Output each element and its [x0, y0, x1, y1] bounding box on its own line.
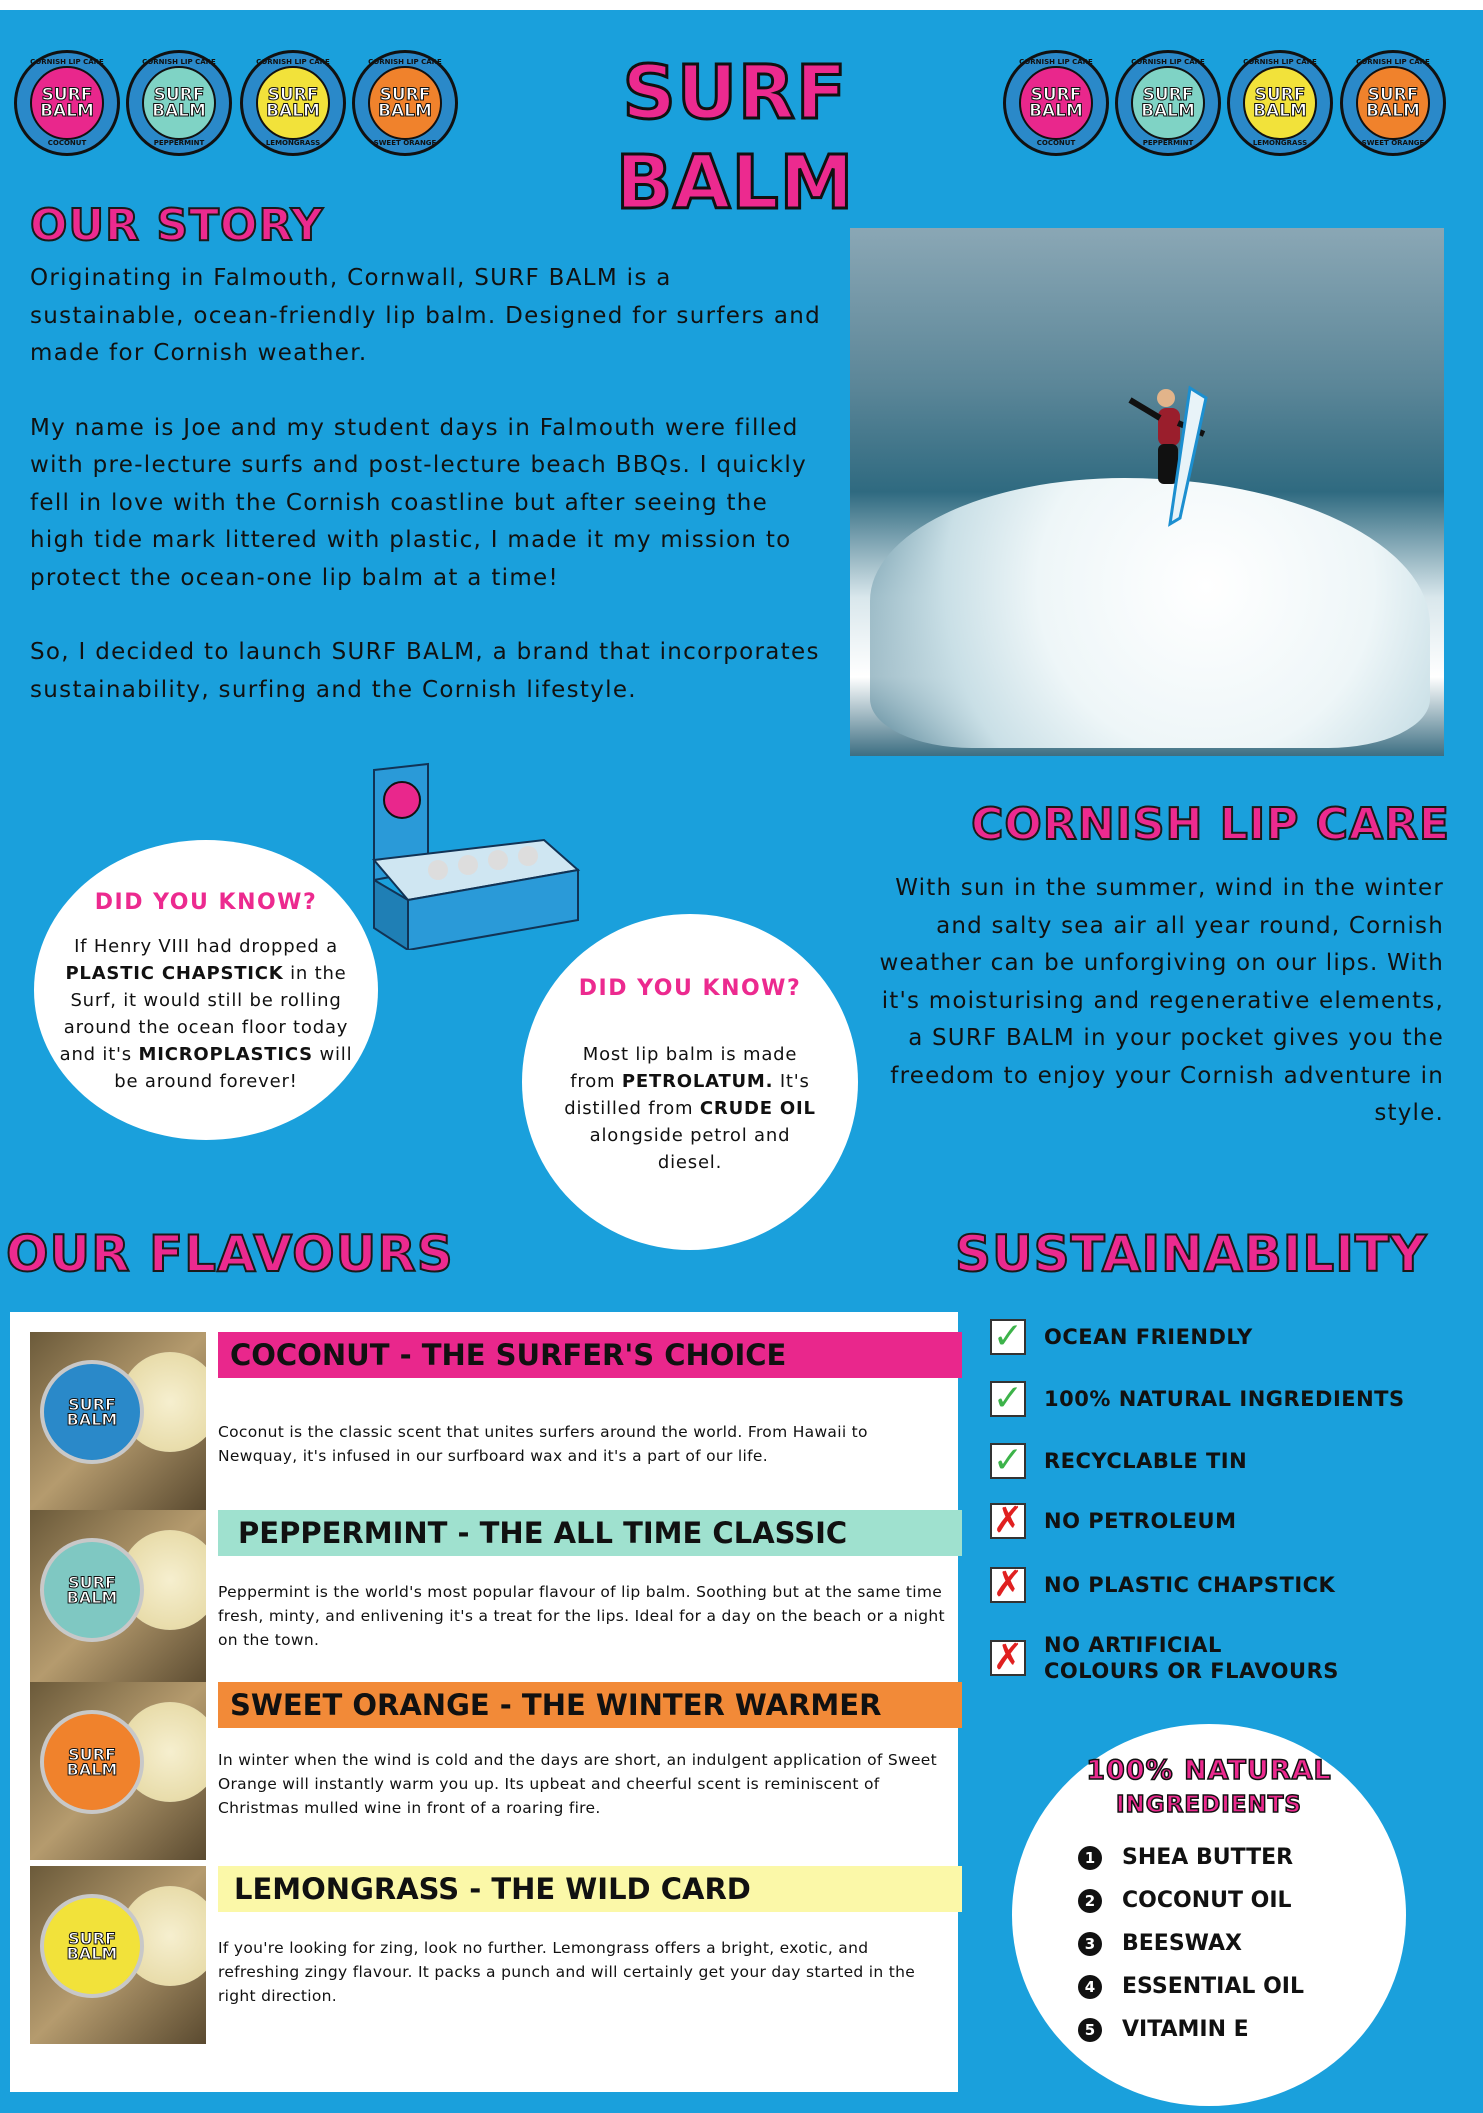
surfer-photo [850, 228, 1444, 756]
ingredient-item [1078, 1922, 1304, 1965]
tin-lid [40, 1710, 144, 1814]
badge-flavour-text: LEMONGRASS [1252, 139, 1308, 147]
our-story-heading: OUR STORY [30, 200, 324, 251]
badge-ring-text: CORNISH LIP CARE [30, 58, 104, 66]
checkbox-icon [990, 1440, 1026, 1481]
ingredient-name: COCONUT OIL [1122, 1888, 1292, 1913]
badge-flavour-text: COCONUT [1036, 139, 1076, 147]
badge-flavour-text: COCONUT [47, 139, 87, 147]
badge-ring-text: CORNISH LIP CARE [256, 58, 330, 66]
badge-logo-surf: SURF [379, 85, 431, 105]
sustainability-label: NO ARTIFICIAL COLOURS OR FLAVOURS [1044, 1633, 1339, 1683]
lemongrass-tin-image [30, 1866, 206, 2044]
tin-lid [40, 1538, 144, 1642]
fact-bold: PLASTIC CHAPSTICK [65, 963, 284, 984]
fact-text: in the Surf, it would still be rolling around the ocean floor today and it's [59, 963, 349, 1065]
sustainability-label: RECYCLABLE TIN [1044, 1449, 1248, 1473]
fact-text: It's distilled from [564, 1071, 810, 1119]
badge-coconut-left [14, 50, 120, 156]
badge-logo-surf: SURF [1367, 85, 1419, 105]
badge-orange-right [1340, 50, 1446, 156]
badge-logo-surf: SURF [1254, 85, 1306, 105]
badge-logo [142, 66, 216, 140]
check-icon: ✓ [992, 1440, 1024, 1481]
badge-logo [1243, 66, 1317, 140]
fact-bold: MICROPLASTICS [138, 1044, 313, 1065]
badge-logo [1356, 66, 1430, 140]
fact-bold: PETROLATUM. [621, 1071, 774, 1092]
ingredient-name: BEESWAX [1122, 1931, 1242, 1956]
surfer-figure [1120, 378, 1210, 528]
peppermint-tin-image [30, 1510, 206, 1688]
tin-logo-surf: SURF [68, 1929, 116, 1948]
natural-ingredients-title [1012, 1754, 1406, 1822]
tin-logo [67, 1397, 118, 1427]
badge-logo-balm: BALM [1366, 101, 1420, 121]
flavours-panel [10, 1312, 958, 2092]
cornish-lip-care-text: With sun in the summer, wind in the winter and salty sea air all year round, Cornish weather can be unforgiving on our lips. With it's moisturising and regenerative elements, a SURF BALM in your pocket gives you the freedom to enjoy your Cornish adventure in style. [879, 875, 1444, 1126]
tin-logo-balm: BALM [66, 1944, 118, 1963]
sustainability-item [990, 1630, 1460, 1686]
flavour-description: If you're looking for zing, look no further. Lemongrass offers a bright, exotic, and refreshing zingy flavour. It packs a punch and will certainly get your day started in the right direction. [218, 1939, 916, 2005]
badge-logo [368, 66, 442, 140]
badge-logo-balm: BALM [152, 101, 206, 121]
sustainability-label: 100% NATURAL INGREDIENTS [1044, 1387, 1405, 1411]
badge-logo [256, 66, 330, 140]
sustainability-label: NO PLASTIC CHAPSTICK [1044, 1573, 1336, 1597]
natural-ingredients-bubble [1012, 1724, 1406, 2106]
tin-logo-balm: BALM [66, 1588, 118, 1607]
checkbox-icon [990, 1378, 1026, 1419]
tin-logo [67, 1575, 118, 1605]
sustainability-item [990, 1376, 1460, 1422]
badge-flavour-text: PEPPERMINT [1142, 139, 1194, 147]
story-text [30, 260, 830, 746]
flavour-row-peppermint [30, 1510, 950, 1688]
ingredient-name: VITAMIN E [1122, 2017, 1249, 2042]
badge-lemongrass-left [240, 50, 346, 156]
badge-logo-balm: BALM [1253, 101, 1307, 121]
page-title: SURF BALM [615, 50, 855, 226]
orange-tin-image [30, 1682, 206, 1860]
ingredient-name: SHEA BUTTER [1122, 1845, 1294, 1870]
sustainability-item [990, 1314, 1460, 1360]
ingredient-name: ESSENTIAL OIL [1122, 1974, 1304, 1999]
flavour-description: Coconut is the classic scent that unites surfers around the world. From Hawaii to Newquay, it's infused in our surfboard wax and it's a part of our life. [218, 1423, 868, 1465]
number-icon: 1 [1078, 1846, 1102, 1870]
badge-logo [1019, 66, 1093, 140]
sustainability-heading: SUSTAINABILITY [955, 1225, 1428, 1283]
did-you-know-text [52, 933, 360, 1095]
did-you-know-title: DID YOU KNOW? [578, 976, 802, 1001]
fact-text: If Henry VIII had dropped a [74, 936, 338, 957]
badge-logo [30, 66, 104, 140]
flavour-heading-bar: LEMONGRASS - THE WILD CARD [218, 1866, 962, 1912]
cross-icon: ✗ [992, 1564, 1024, 1605]
flavour-heading-bar: SWEET ORANGE - THE WINTER WARMER [218, 1682, 962, 1728]
badge-logo [1131, 66, 1205, 140]
number-icon: 5 [1078, 2018, 1102, 2042]
checkbox-icon [990, 1500, 1026, 1541]
checkbox-icon [990, 1637, 1026, 1678]
check-icon: ✓ [992, 1316, 1024, 1357]
badge-flavour-text: SWEET ORANGE [373, 139, 437, 147]
badge-ring-text: CORNISH LIP CARE [1131, 58, 1205, 66]
tin-logo-surf: SURF [68, 1395, 116, 1414]
fact-bold: CRUDE OIL [699, 1098, 816, 1119]
badge-logo-surf: SURF [41, 85, 93, 105]
our-flavours-heading: OUR FLAVOURS [6, 1225, 454, 1283]
sustainability-item [990, 1438, 1460, 1484]
badge-logo-balm: BALM [1029, 101, 1083, 121]
badge-logo-surf: SURF [1142, 85, 1194, 105]
badge-peppermint-left [126, 50, 232, 156]
did-you-know-bubble-1 [34, 840, 378, 1140]
fact-text: will be around forever! [114, 1044, 353, 1092]
ingredient-item [1078, 1836, 1304, 1879]
flavour-description: Peppermint is the world's most popular flavour of lip balm. Soothing but at the same time fresh, minty, and enlivening it's a treat for the lips. Ideal for a day on the beach or a night on the town. [218, 1583, 945, 1649]
checkbox-icon [990, 1316, 1026, 1357]
tin-logo-balm: BALM [66, 1760, 118, 1779]
tin-logo-surf: SURF [68, 1573, 116, 1592]
ingredient-item [1078, 1879, 1304, 1922]
flavour-heading-bar: PEPPERMINT - THE ALL TIME CLASSIC [218, 1510, 962, 1556]
story-paragraph-1: Originating in Falmouth, Cornwall, SURF BALM is a sustainable, ocean-friendly lip balm. Designed for surfers and made for Cornish weather. [30, 265, 821, 366]
story-paragraph-2: My name is Joe and my student days in Falmouth were filled with pre-lecture surfs and post-lecture beach BBQs. I quickly fell in love with the Cornish coastline but after seeing the high tide mark littered with plastic, I made it my mission to protect the ocean-one lip balm at a time! [30, 414, 808, 591]
cross-icon: ✗ [992, 1500, 1024, 1541]
sustainability-item [990, 1498, 1460, 1544]
badge-ring-text: CORNISH LIP CARE [1019, 58, 1093, 66]
cross-icon: ✗ [992, 1637, 1024, 1678]
badge-flavour-text: PEPPERMINT [153, 139, 205, 147]
number-icon: 3 [1078, 1932, 1102, 1956]
tin-logo [67, 1931, 118, 1961]
flavour-description: In winter when the wind is cold and the days are short, an indulgent application of Sweet Orange will instantly warm you up. Its upbeat and cheerful scent is reminiscent of Christmas mulled wine in front of a roaring fire. [218, 1751, 938, 1817]
badge-ring-text: CORNISH LIP CARE [1356, 58, 1430, 66]
check-icon: ✓ [992, 1378, 1024, 1419]
badge-logo-balm: BALM [1141, 101, 1195, 121]
did-you-know-bubble-2 [522, 914, 858, 1250]
sustainability-label: NO PETROLEUM [1044, 1509, 1237, 1533]
badge-logo-surf: SURF [1030, 85, 1082, 105]
cornish-lip-care-heading: CORNISH LIP CARE [971, 799, 1450, 850]
flavour-heading-bar: COCONUT - THE SURFER'S CHOICE [218, 1332, 962, 1378]
tin-lid [40, 1894, 144, 1998]
poster-page [0, 10, 1483, 2113]
badge-logo-surf: SURF [267, 85, 319, 105]
ingredient-item [1078, 1965, 1304, 2008]
story-paragraph-3: So, I decided to launch SURF BALM, a brand that incorporates sustainability, surfing and the Cornish lifestyle. [30, 639, 820, 703]
badge-ring-text: CORNISH LIP CARE [1243, 58, 1317, 66]
number-icon: 2 [1078, 1889, 1102, 1913]
sustainability-label: OCEAN FRIENDLY [1044, 1325, 1253, 1349]
badge-peppermint-right [1115, 50, 1221, 156]
flavour-row-orange [30, 1688, 950, 1866]
ingredients-list [1078, 1836, 1304, 2051]
badge-flavour-text: SWEET ORANGE [1361, 139, 1425, 147]
badge-coconut-right [1003, 50, 1109, 156]
tin-logo-balm: BALM [66, 1410, 118, 1429]
badge-logo-balm: BALM [266, 101, 320, 121]
did-you-know-title: DID YOU KNOW? [94, 890, 318, 915]
badge-orange-left [352, 50, 458, 156]
coconut-tin-image [30, 1332, 206, 1510]
fact-text: Most lip balm is made from [570, 1044, 798, 1092]
number-icon: 4 [1078, 1975, 1102, 1999]
badge-ring-text: CORNISH LIP CARE [368, 58, 442, 66]
did-you-know-text [562, 1041, 818, 1176]
fact-text: alongside petrol and diesel. [589, 1125, 791, 1173]
tin-logo-surf: SURF [68, 1745, 116, 1764]
natural-title-line-2: INGREDIENTS [1116, 1792, 1302, 1818]
ingredient-item [1078, 2008, 1304, 2051]
badge-logo-balm: BALM [40, 101, 94, 121]
badge-flavour-text: LEMONGRASS [265, 139, 321, 147]
natural-title-line-1: 100% NATURAL [1086, 1755, 1332, 1786]
tin-lid [40, 1360, 144, 1464]
badge-ring-text: CORNISH LIP CARE [142, 58, 216, 66]
tin-logo [67, 1747, 118, 1777]
badge-logo-surf: SURF [153, 85, 205, 105]
flavour-row-lemongrass [30, 1866, 950, 2044]
flavour-row-coconut [30, 1332, 950, 1510]
product-display-box [368, 760, 584, 950]
checkbox-icon [990, 1564, 1026, 1605]
badge-logo-balm: BALM [378, 101, 432, 121]
badge-lemongrass-right [1227, 50, 1333, 156]
sustainability-item [990, 1562, 1460, 1608]
